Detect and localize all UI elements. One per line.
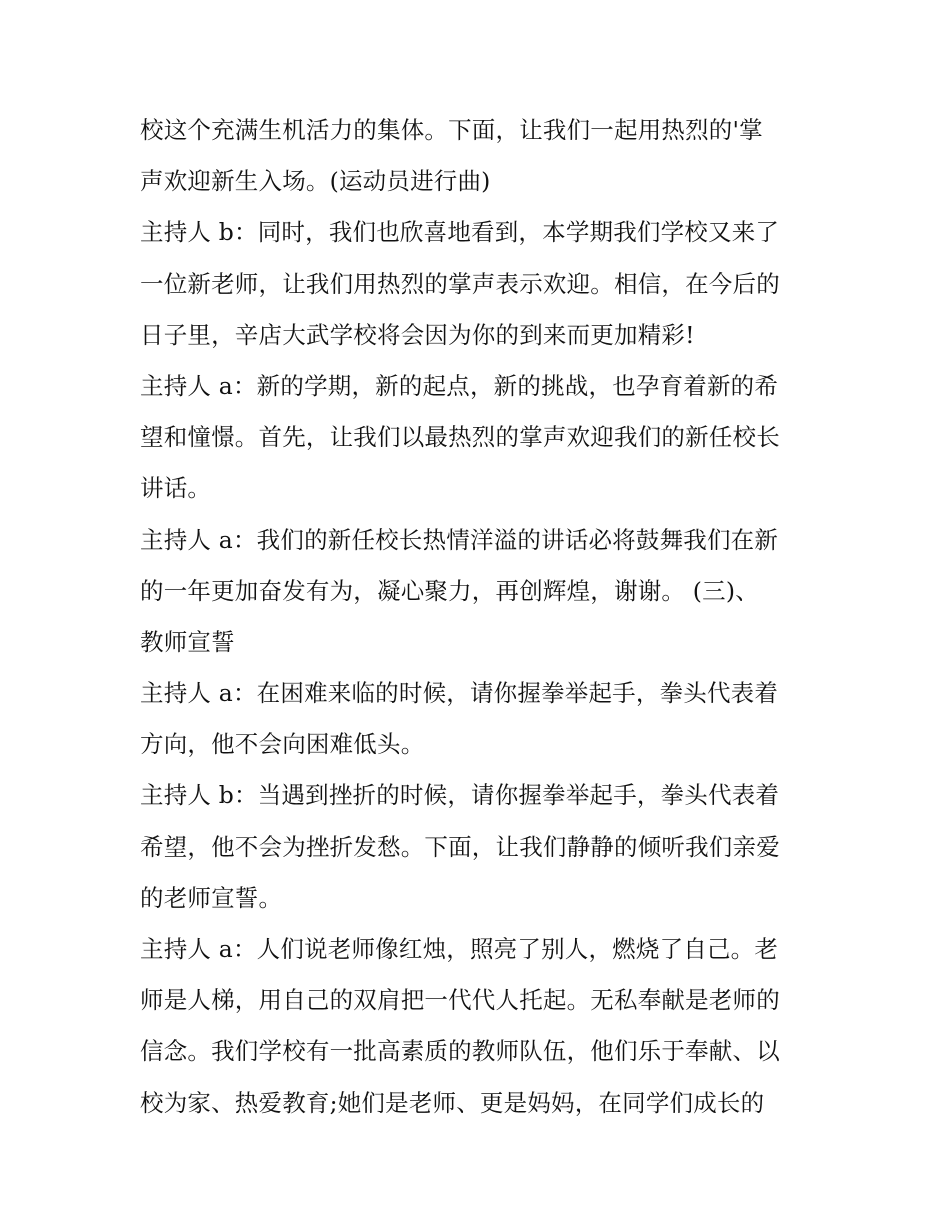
- text-line: 主持人 a：新的学期，新的起点，新的挑战，也孕育着新的希: [140, 371, 779, 400]
- text-line: 的老师宣誓。: [140, 883, 283, 912]
- text-line: 主持人 a：我们的新任校长热情洋溢的讲话必将鼓舞我们在新: [140, 525, 779, 554]
- text-line: 日子里，辛店大武学校将会因为你的到来而更加精彩!: [140, 320, 695, 349]
- text-line: 希望，他不会为挫折发愁。下面，让我们静静的倾听我们亲爱: [140, 832, 780, 861]
- text-line: 的一年更加奋发有为，凝心聚力，再创辉煌，谢谢。 (三)、: [140, 576, 759, 605]
- text-line: 主持人 b：同时，我们也欣喜地看到，本学期我们学校又来了: [140, 218, 780, 247]
- text-line: 校为家、热爱教育;她们是老师、更是妈妈，在同学们成长的: [140, 1088, 765, 1117]
- text-line: 声欢迎新生入场。(运动员进行曲): [140, 167, 491, 196]
- text-line: 教师宣誓: [140, 627, 235, 656]
- text-line: 主持人 b：当遇到挫折的时候，请你握拳举起手，拳头代表着: [140, 781, 780, 810]
- text-line: 信念。我们学校有一批高素质的教师队伍，他们乐于奉献、以: [140, 1037, 780, 1066]
- document-body: [140, 105, 820, 1129]
- text-line: 校这个充满生机活力的集体。下面，让我们一起用热烈的'掌: [140, 116, 763, 144]
- text-line: 方向，他不会向困难低头。: [140, 730, 425, 759]
- text-line: 讲话。: [140, 474, 212, 503]
- text-line: 一位新老师，让我们用热烈的掌声表示欢迎。相信，在今后的: [140, 269, 780, 298]
- text-line: 主持人 a：在困难来临的时候，请你握拳举起手，拳头代表着: [140, 679, 779, 708]
- text-line: 望和憧憬。首先，让我们以最热烈的掌声欢迎我们的新任校长: [140, 423, 780, 452]
- text-line: 主持人 a：人们说老师像红烛，照亮了别人，燃烧了自己。老: [140, 935, 779, 963]
- text-line: 师是人梯，用自己的双肩把一代代人托起。无私奉献是老师的: [140, 986, 780, 1015]
